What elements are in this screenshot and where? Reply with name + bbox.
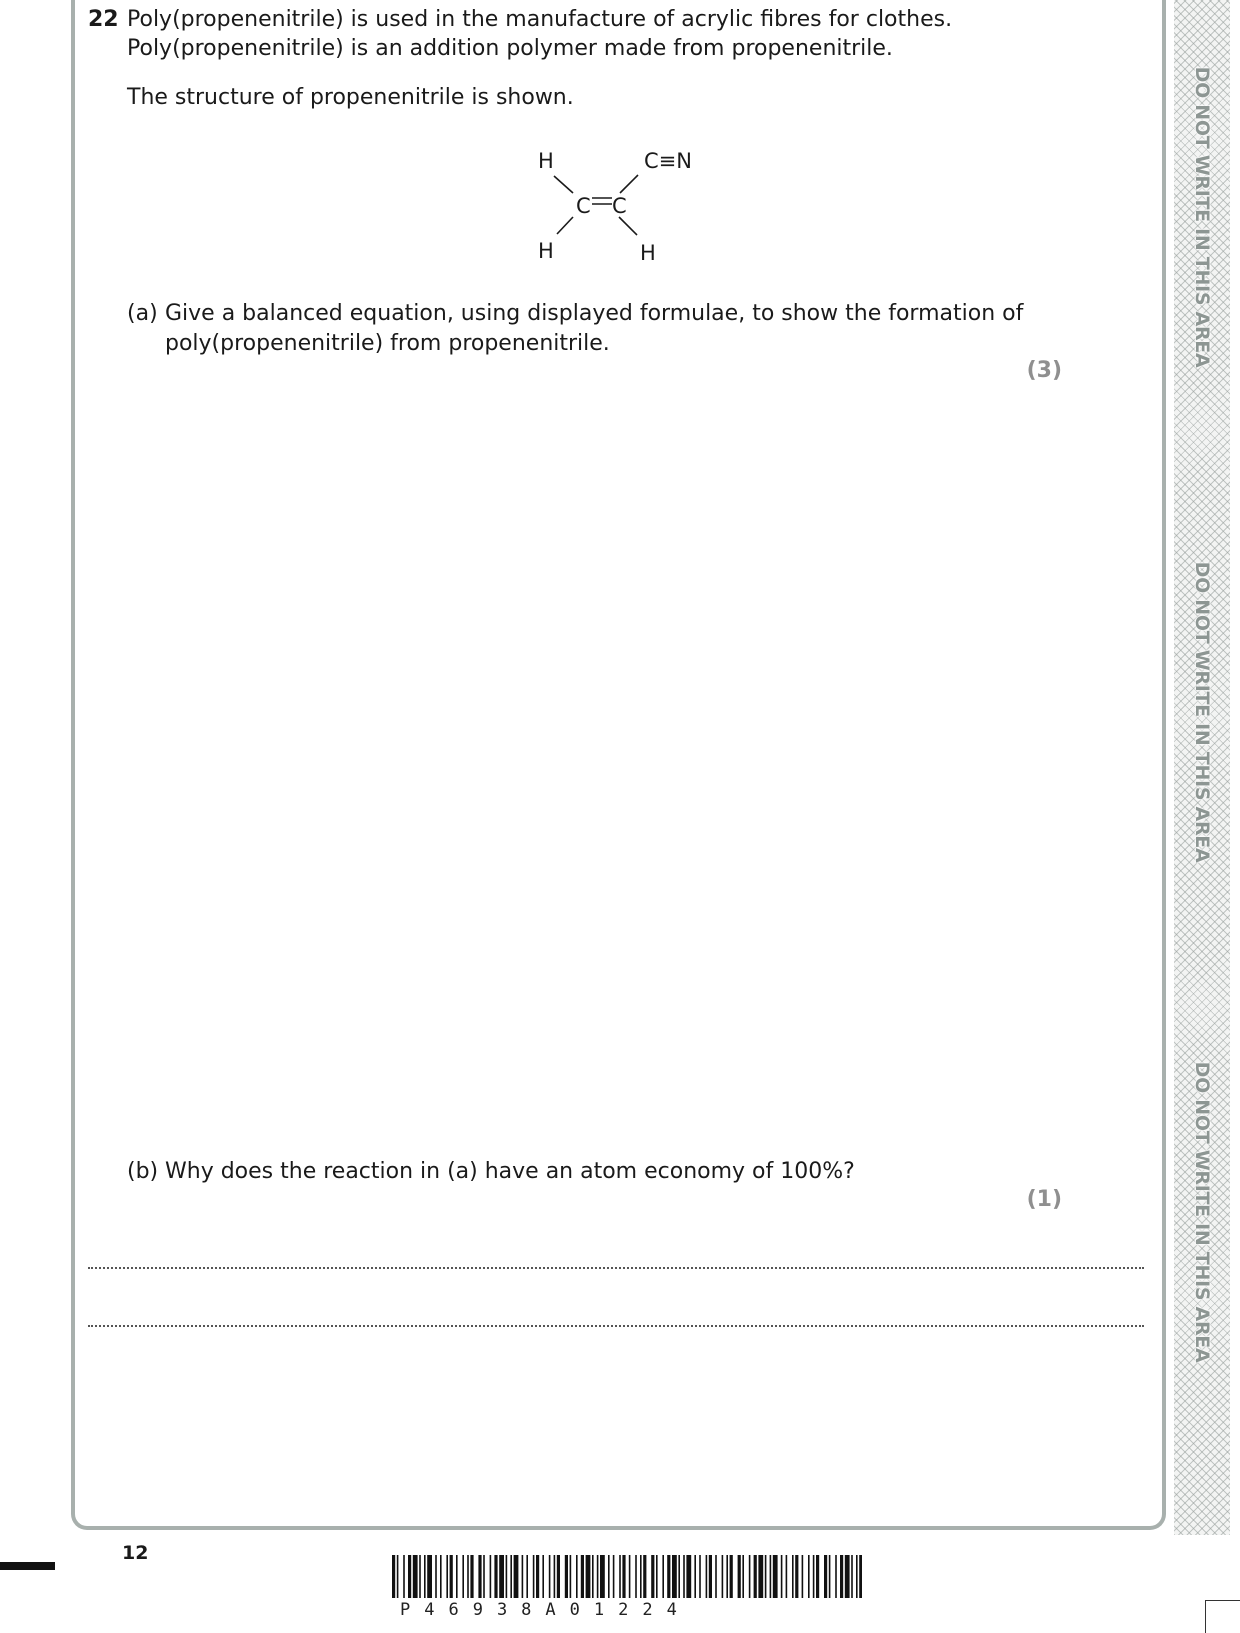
crop-mark	[1205, 1600, 1240, 1633]
margin-notice-3: DO NOT WRITE IN THIS AREA	[1191, 1061, 1213, 1363]
barcode-bar	[829, 1555, 831, 1598]
barcode-bar	[656, 1555, 658, 1598]
bond-c-cn	[620, 175, 638, 193]
part-b-label: (b)	[127, 1159, 159, 1184]
barcode-bar	[435, 1555, 437, 1598]
barcode-bar	[470, 1555, 473, 1598]
barcode-bar	[686, 1555, 691, 1598]
barcode-bar	[726, 1555, 728, 1598]
barcode-bar	[586, 1555, 591, 1598]
barcode-bar	[483, 1555, 485, 1598]
barcode-bar	[667, 1555, 670, 1598]
question-number: 22	[88, 7, 119, 32]
barcode-bar	[450, 1555, 453, 1598]
bond-c-h-bottom-right	[619, 217, 637, 235]
barcode-bar	[570, 1555, 572, 1598]
do-not-write-margin	[1174, 0, 1230, 1535]
barcode-bar	[678, 1555, 680, 1598]
barcode-bar	[770, 1555, 772, 1598]
part-a-marks: (3)	[1026, 358, 1062, 383]
barcode-bar	[629, 1555, 631, 1598]
barcode-bar	[802, 1555, 804, 1598]
barcode-bar	[456, 1555, 458, 1598]
barcode-bar	[619, 1555, 621, 1598]
barcode-bar	[813, 1555, 815, 1598]
barcode-bar	[824, 1555, 827, 1598]
barcode-bar	[795, 1555, 798, 1598]
barcode-bar	[738, 1555, 741, 1598]
margin-notice-1: DO NOT WRITE IN THIS AREA	[1191, 66, 1213, 368]
barcode-bar	[683, 1555, 685, 1598]
atom-c-right: C	[612, 194, 627, 218]
barcode-bar	[722, 1555, 724, 1598]
barcode-bar	[786, 1555, 788, 1598]
question-intro-line-1: Poly(propenenitrile) is used in the manufacture of acrylic fibres for clothes.	[127, 7, 953, 32]
barcode-bar	[835, 1555, 837, 1598]
part-a-line-1: Give a balanced equation, using displayed formulae, to show the formation of	[165, 301, 1024, 326]
barcode-bar	[730, 1555, 733, 1598]
barcode-bar	[427, 1555, 432, 1598]
barcode-bar	[419, 1555, 421, 1598]
barcode-bar	[600, 1555, 605, 1598]
barcode-bar	[403, 1555, 405, 1598]
barcode-bar	[499, 1555, 504, 1598]
barcode-bar	[506, 1555, 508, 1598]
barcode-bar	[522, 1555, 524, 1598]
barcode-bar	[765, 1555, 767, 1598]
propenenitrile-structure	[520, 140, 720, 270]
part-a-line-2: poly(propenenitrile) from propenenitrile.	[165, 331, 610, 356]
barcode-bar	[526, 1555, 528, 1598]
barcode-bar	[533, 1555, 535, 1598]
barcode-bar	[514, 1555, 519, 1598]
barcode-bar	[851, 1555, 853, 1598]
barcode-bar	[840, 1555, 843, 1598]
barcode-bar	[536, 1555, 539, 1598]
barcode-bar	[592, 1555, 594, 1598]
barcode-bar	[635, 1555, 637, 1598]
barcode-bar	[494, 1555, 497, 1598]
barcode-bar	[754, 1555, 757, 1598]
barcode-bar	[640, 1555, 642, 1598]
barcode-bar	[613, 1555, 615, 1598]
atom-h-bottom-right: H	[640, 241, 656, 265]
atom-h-top-left: H	[538, 149, 554, 173]
barcode-bar	[440, 1555, 442, 1598]
barcode-bar	[662, 1555, 664, 1598]
part-a-label: (a)	[127, 301, 158, 326]
atom-h-bottom-left: H	[538, 239, 554, 263]
barcode-bar	[781, 1555, 783, 1598]
barcode-bar	[413, 1555, 418, 1598]
barcode-bar	[715, 1555, 717, 1598]
barcode-bar	[608, 1555, 610, 1598]
atom-c-left: C	[576, 194, 591, 218]
barcode-bar	[672, 1555, 677, 1598]
barcode-bar	[699, 1555, 701, 1598]
barcode-bar	[397, 1555, 399, 1598]
barcode-bar	[622, 1555, 625, 1598]
barcode-bar	[651, 1555, 654, 1598]
barcode-bar	[490, 1555, 492, 1598]
barcode-bar	[845, 1555, 850, 1598]
barcode-bar	[462, 1555, 464, 1598]
barcode-bar	[446, 1555, 448, 1598]
margin-marker-bar	[0, 1562, 55, 1570]
barcode-bar	[565, 1555, 568, 1598]
barcode-bar	[816, 1555, 819, 1598]
answer-line-1[interactable]	[88, 1267, 1144, 1269]
barcode-bar	[597, 1555, 599, 1598]
barcode-bar	[467, 1555, 469, 1598]
barcode-bar	[542, 1555, 544, 1598]
structure-caption: The structure of propenenitrile is shown.	[127, 85, 574, 110]
barcode-bar	[478, 1555, 481, 1598]
part-b-marks: (1)	[1026, 1187, 1062, 1212]
barcode-bar	[549, 1555, 551, 1598]
barcode-bar	[856, 1555, 858, 1598]
barcode	[392, 1555, 862, 1600]
barcode-bar	[749, 1555, 751, 1598]
bond-c-h-bottom-left	[557, 217, 573, 234]
barcode-bar	[694, 1555, 696, 1598]
part-b-question: Why does the reaction in (a) have an atom economy of 100%?	[165, 1159, 855, 1184]
barcode-bar	[792, 1555, 794, 1598]
barcode-bar	[742, 1555, 744, 1598]
barcode-bar	[773, 1555, 778, 1598]
barcode-bar	[709, 1555, 712, 1598]
barcode-bar	[643, 1555, 646, 1598]
margin-notice-2: DO NOT WRITE IN THIS AREA	[1191, 561, 1213, 863]
page-number: 12	[122, 1542, 149, 1564]
barcode-bar	[510, 1555, 512, 1598]
barcode-bar	[576, 1555, 578, 1598]
barcode-bar	[758, 1555, 763, 1598]
barcode-bar	[424, 1555, 426, 1598]
barcode-bar	[392, 1555, 395, 1598]
answer-line-2[interactable]	[88, 1325, 1144, 1327]
barcode-bar	[581, 1555, 584, 1598]
atom-nitrile-group: C≡N	[644, 149, 692, 173]
barcode-bar	[408, 1555, 411, 1598]
barcode-bar	[859, 1555, 862, 1598]
barcode-bar	[706, 1555, 708, 1598]
barcode-text: P46938A01224	[400, 1600, 691, 1620]
question-intro-line-2: Poly(propenenitrile) is an addition polymer made from propenenitrile.	[127, 36, 893, 61]
barcode-bar	[557, 1555, 560, 1598]
barcode-bar	[808, 1555, 810, 1598]
barcode-bar	[554, 1555, 556, 1598]
bond-h-c-top-left	[554, 176, 573, 193]
